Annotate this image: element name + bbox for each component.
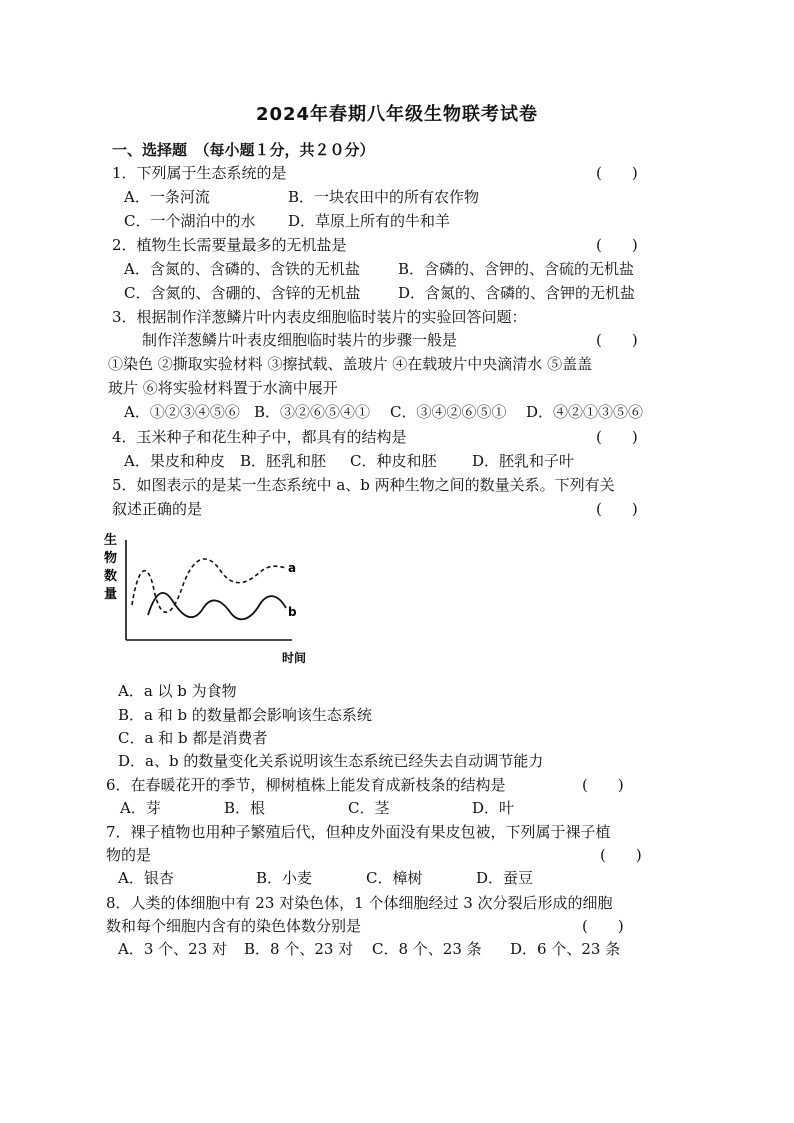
- q2-stem: 2．植物生长需要量最多的无机盐是: [112, 236, 347, 254]
- q2-option-a: A．含氮的、含磷的、含铁的无机盐: [124, 260, 360, 278]
- q6-stem: 6．在春暖花开的季节，柳树植株上能发育成新枝条的结构是: [106, 776, 506, 794]
- x-axis-label: 时间: [282, 651, 307, 665]
- q2-answer-paren: ( ): [596, 236, 638, 254]
- q6-option-a: A．芽: [120, 799, 161, 817]
- q1-option-c: C．一个湖泊中的水: [124, 212, 256, 230]
- section-header: 一、选择题 （每小题１分，共２０分）: [112, 141, 375, 159]
- q3-option-b: B．③②⑥⑤④①: [254, 403, 371, 421]
- q5-option-d: D．a、b 的数量变化关系说明该生态系统已经失去自动调节能力: [118, 752, 544, 770]
- q7-option-d: D．蚕豆: [476, 869, 534, 887]
- q7-stem: 7．裸子植物也用种子繁殖后代，但种皮外面没有果皮包被，下列属于裸子植: [106, 823, 611, 841]
- q3-steps-line2: 玻片 ⑥将实验材料置于水滴中展开: [108, 379, 338, 397]
- q8-option-d: D．6 个、23 条: [510, 940, 621, 958]
- q1-option-b: B．一块农田中的所有农作物: [288, 188, 480, 206]
- q2-option-c: C．含氮的、含硼的、含锌的无机盐: [124, 284, 361, 302]
- q3-steps-line1: ①染色 ②撕取实验材料 ③擦拭载、盖玻片 ④在载玻片中央滴清水 ⑤盖盖: [108, 355, 593, 373]
- q7-answer-paren: ( ): [600, 846, 642, 864]
- q8-option-c: C．8 个、23 条: [372, 940, 482, 958]
- q1-option-d: D．草原上所有的牛和羊: [288, 212, 451, 230]
- q2-option-b: B．含磷的、含钾的、含硫的无机盐: [398, 260, 635, 278]
- curve-b-label: b: [288, 605, 297, 619]
- y-axis-label-1: 生: [104, 533, 118, 548]
- q3-option-c: C．③④②⑥⑤①: [390, 403, 507, 421]
- q7-option-c: C．樟树: [366, 869, 423, 887]
- q1-answer-paren: ( ): [596, 164, 638, 182]
- q5-stem: 5．如图表示的是某一生态系统中 a、b 两种生物之间的数量关系。下列有关: [112, 476, 615, 494]
- q2-option-d: D．含氮的、含磷的、含钾的无机盐: [398, 284, 636, 302]
- q6-option-b: B．根: [224, 799, 266, 817]
- population-graph: [100, 530, 310, 675]
- q5-option-a: A．a 以 b 为食物: [118, 682, 237, 700]
- y-axis-label-3: 数: [104, 569, 118, 584]
- q5-answer-paren: ( ): [596, 500, 638, 518]
- q8-option-a: A．3 个、23 对: [118, 940, 227, 958]
- q4-option-b: B．胚乳和胚: [240, 452, 327, 470]
- q4-option-d: D．胚乳和子叶: [472, 452, 575, 470]
- q3-option-a: A．①②③④⑤⑥: [124, 403, 240, 421]
- q3-sub-stem: 制作洋葱鳞片叶表皮细胞临时装片的步骤一般是: [142, 331, 458, 349]
- q1-option-a: A．一条河流: [124, 188, 210, 206]
- q8-answer-paren: ( ): [582, 917, 624, 935]
- q4-option-a: A．果皮和种皮: [124, 452, 225, 470]
- q6-answer-paren: ( ): [582, 776, 624, 794]
- q3-stem: 3．根据制作洋葱鳞片叶内表皮细胞临时装片的实验回答问题：: [112, 308, 527, 326]
- q5-option-b: B．a 和 b 的数量都会影响该生态系统: [118, 706, 372, 724]
- q5-option-c: C．a 和 b 都是消费者: [118, 729, 268, 747]
- curve-a: [132, 559, 286, 612]
- curve-a-label: a: [288, 561, 297, 575]
- q5-stem-cont: 叙述正确的是: [112, 500, 203, 518]
- y-axis-label-4: 量: [104, 587, 118, 602]
- q8-stem-cont: 数和每个细胞内含有的染色体数分别是: [106, 917, 362, 935]
- q6-option-c: C．茎: [348, 799, 390, 817]
- q7-option-a: A．银杏: [118, 869, 174, 887]
- y-axis-label-2: 物: [104, 551, 118, 566]
- q4-stem: 4．玉米种子和花生种子中，都具有的结构是: [112, 428, 407, 446]
- q3-option-d: D．④②①③⑤⑥: [526, 403, 644, 421]
- q1-stem: 1．下列属于生态系统的是: [112, 164, 287, 182]
- q7-stem-cont: 物的是: [106, 846, 152, 864]
- q4-answer-paren: ( ): [596, 428, 638, 446]
- q8-stem: 8．人类的体细胞中有 23 对染色体，1 个体细胞经过 3 次分裂后形成的细胞: [106, 894, 613, 912]
- q4-option-c: C．种皮和胚: [350, 452, 437, 470]
- exam-title: 2024年春期八年级生物联考试卷: [255, 104, 539, 125]
- q8-option-b: B．8 个、23 对: [244, 940, 354, 958]
- q3-answer-paren: ( ): [596, 331, 638, 349]
- curve-b: [148, 593, 286, 619]
- q7-option-b: B．小麦: [256, 869, 313, 887]
- q6-option-d: D．叶: [472, 799, 515, 817]
